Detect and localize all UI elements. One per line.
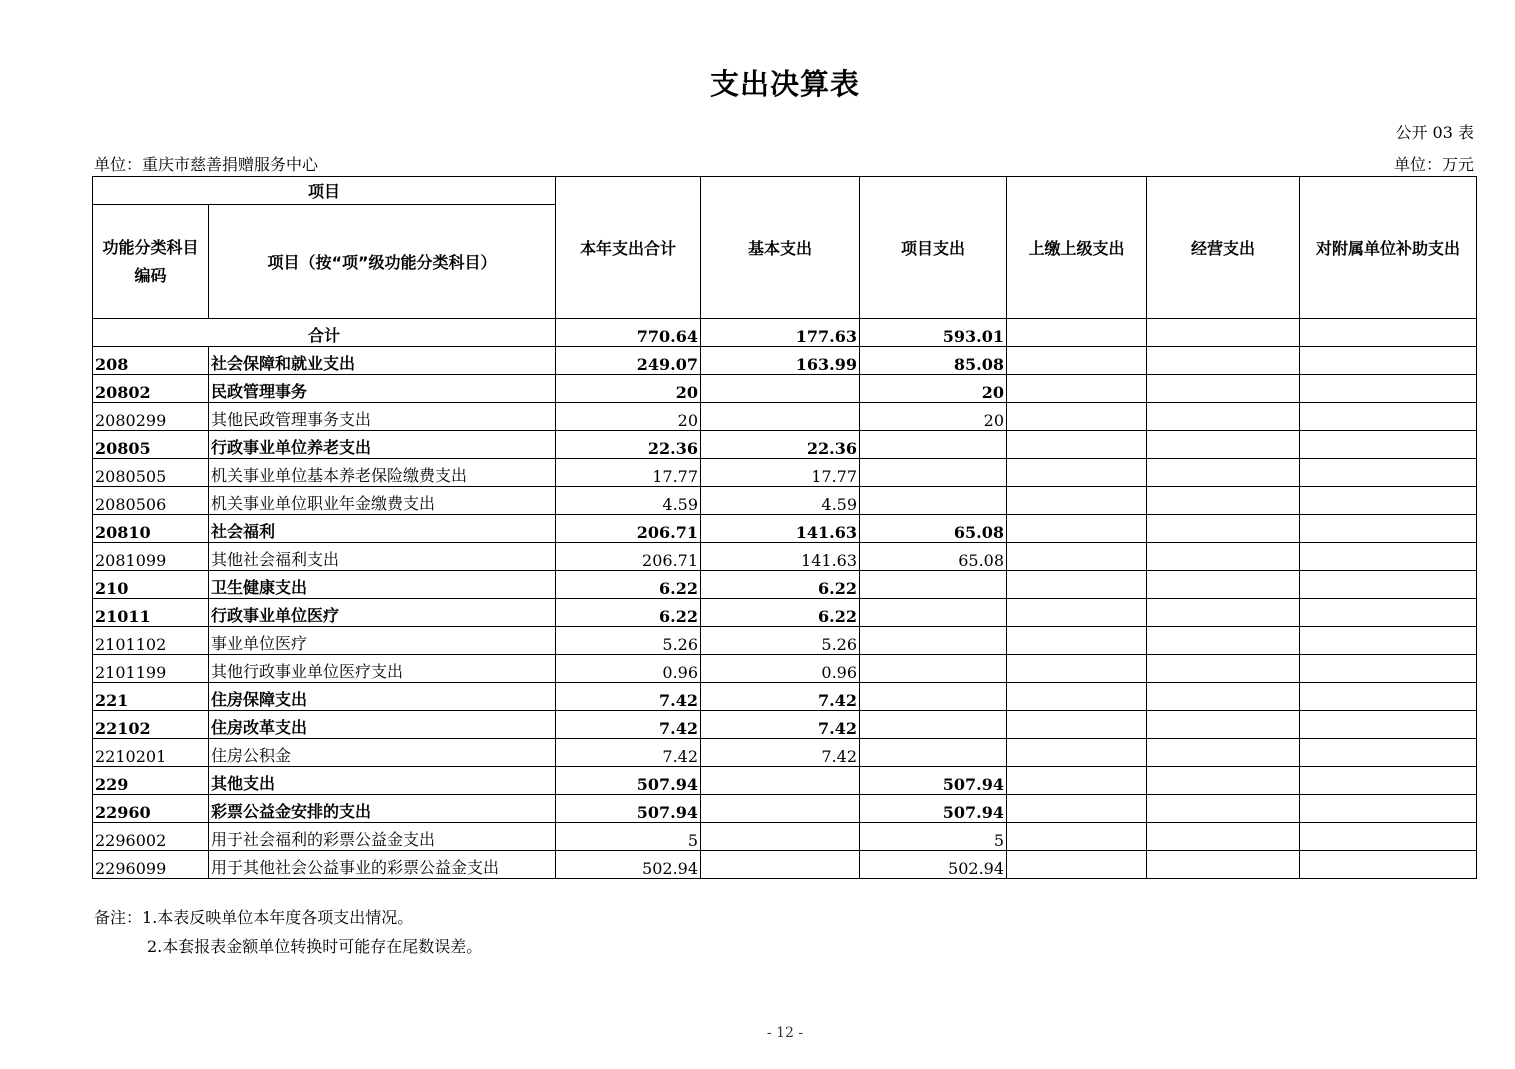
cell-code: 2080506	[93, 487, 209, 515]
expenditure-table	[92, 176, 1477, 879]
cell-upper	[1007, 459, 1147, 487]
cell-name: 行政事业单位医疗	[209, 599, 556, 627]
cell-subsidy	[1300, 851, 1477, 879]
cell-business	[1147, 767, 1300, 795]
table-row	[93, 627, 1477, 655]
table-row	[93, 655, 1477, 683]
cell-project	[860, 683, 1007, 711]
cell-total: 502.94	[556, 851, 701, 879]
cell-basic	[701, 823, 860, 851]
total-cell-subsidy	[1300, 319, 1477, 347]
cell-subsidy	[1300, 711, 1477, 739]
cell-upper	[1007, 347, 1147, 375]
cell-name: 行政事业单位养老支出	[209, 431, 556, 459]
cell-code: 210	[93, 571, 209, 599]
cell-business	[1147, 599, 1300, 627]
cell-basic: 4.59	[701, 487, 860, 515]
header-upper: 上缴上级支出	[1007, 177, 1147, 319]
cell-subsidy	[1300, 823, 1477, 851]
cell-name: 住房保障支出	[209, 683, 556, 711]
cell-business	[1147, 347, 1300, 375]
cell-subsidy	[1300, 543, 1477, 571]
cell-name: 机关事业单位基本养老保险缴费支出	[209, 459, 556, 487]
cell-project: 65.08	[860, 543, 1007, 571]
cell-total: 7.42	[556, 711, 701, 739]
cell-name: 用于社会福利的彩票公益金支出	[209, 823, 556, 851]
cell-business	[1147, 655, 1300, 683]
cell-total: 5	[556, 823, 701, 851]
cell-name: 其他社会福利支出	[209, 543, 556, 571]
cell-upper	[1007, 543, 1147, 571]
cell-project	[860, 571, 1007, 599]
cell-code: 2210201	[93, 739, 209, 767]
cell-business	[1147, 627, 1300, 655]
cell-total: 20	[556, 403, 701, 431]
cell-total: 206.71	[556, 515, 701, 543]
cell-name: 彩票公益金安排的支出	[209, 795, 556, 823]
cell-basic: 141.63	[701, 543, 860, 571]
cell-code: 21011	[93, 599, 209, 627]
header-code: 功能分类科目编码	[93, 205, 209, 319]
total-cell-total: 770.64	[556, 319, 701, 347]
cell-upper	[1007, 767, 1147, 795]
cell-name: 住房改革支出	[209, 711, 556, 739]
cell-total: 6.22	[556, 571, 701, 599]
cell-subsidy	[1300, 375, 1477, 403]
page-title: 支出决算表	[709, 67, 860, 101]
total-cell-basic: 177.63	[701, 319, 860, 347]
cell-upper	[1007, 627, 1147, 655]
total-label: 合计	[93, 319, 556, 347]
cell-basic: 7.42	[701, 683, 860, 711]
cell-basic: 0.96	[701, 655, 860, 683]
cell-business	[1147, 795, 1300, 823]
cell-code: 22960	[93, 795, 209, 823]
total-cell-business	[1147, 319, 1300, 347]
table-row	[93, 739, 1477, 767]
table-row	[93, 795, 1477, 823]
cell-code: 2296002	[93, 823, 209, 851]
page-number: - 12 -	[766, 1025, 804, 1041]
cell-project	[860, 655, 1007, 683]
cell-upper	[1007, 655, 1147, 683]
cell-subsidy	[1300, 795, 1477, 823]
table-row	[93, 767, 1477, 795]
cell-subsidy	[1300, 627, 1477, 655]
cell-upper	[1007, 403, 1147, 431]
cell-code: 208	[93, 347, 209, 375]
cell-project: 20	[860, 375, 1007, 403]
cell-project	[860, 459, 1007, 487]
cell-name: 其他民政管理事务支出	[209, 403, 556, 431]
header-project-group: 项目	[93, 177, 556, 205]
table-row	[93, 571, 1477, 599]
cell-total: 22.36	[556, 431, 701, 459]
cell-subsidy	[1300, 487, 1477, 515]
cell-basic: 5.26	[701, 627, 860, 655]
cell-subsidy	[1300, 683, 1477, 711]
cell-upper	[1007, 599, 1147, 627]
cell-code: 2080299	[93, 403, 209, 431]
cell-code: 20810	[93, 515, 209, 543]
note-line-1: 备注：1.本表反映单位本年度各项支出情况。	[94, 908, 414, 927]
cell-project	[860, 711, 1007, 739]
cell-upper	[1007, 683, 1147, 711]
table-row	[93, 543, 1477, 571]
cell-total: 7.42	[556, 683, 701, 711]
cell-business	[1147, 459, 1300, 487]
cell-upper	[1007, 711, 1147, 739]
cell-total: 249.07	[556, 347, 701, 375]
total-cell-project: 593.01	[860, 319, 1007, 347]
cell-basic: 22.36	[701, 431, 860, 459]
cell-total: 507.94	[556, 767, 701, 795]
cell-subsidy	[1300, 655, 1477, 683]
cell-basic: 7.42	[701, 739, 860, 767]
table-row	[93, 711, 1477, 739]
cell-business	[1147, 403, 1300, 431]
cell-basic	[701, 795, 860, 823]
cell-name: 事业单位医疗	[209, 627, 556, 655]
table-row	[93, 599, 1477, 627]
table-row	[93, 459, 1477, 487]
cell-name: 其他支出	[209, 767, 556, 795]
cell-business	[1147, 375, 1300, 403]
currency-unit: 单位：万元	[1393, 155, 1474, 174]
cell-total: 206.71	[556, 543, 701, 571]
table-row	[93, 823, 1477, 851]
table-row	[93, 375, 1477, 403]
cell-project	[860, 487, 1007, 515]
cell-upper	[1007, 431, 1147, 459]
cell-subsidy	[1300, 459, 1477, 487]
cell-code: 22102	[93, 711, 209, 739]
cell-total: 5.26	[556, 627, 701, 655]
cell-total: 17.77	[556, 459, 701, 487]
table-row	[93, 403, 1477, 431]
cell-name: 民政管理事务	[209, 375, 556, 403]
cell-project: 507.94	[860, 795, 1007, 823]
cell-project: 502.94	[860, 851, 1007, 879]
note-line-2: 2.本套报表金额单位转换时可能存在尾数误差。	[147, 937, 483, 956]
cell-business	[1147, 711, 1300, 739]
cell-subsidy	[1300, 431, 1477, 459]
cell-code: 2101102	[93, 627, 209, 655]
cell-project	[860, 599, 1007, 627]
notes	[94, 903, 482, 961]
header-basic: 基本支出	[701, 177, 860, 319]
total-row	[93, 319, 1477, 347]
cell-code: 20805	[93, 431, 209, 459]
cell-basic: 141.63	[701, 515, 860, 543]
cell-code: 221	[93, 683, 209, 711]
cell-code: 2081099	[93, 543, 209, 571]
table-row	[93, 431, 1477, 459]
cell-business	[1147, 851, 1300, 879]
cell-total: 6.22	[556, 599, 701, 627]
cell-upper	[1007, 515, 1147, 543]
cell-business	[1147, 739, 1300, 767]
cell-upper	[1007, 375, 1147, 403]
cell-project: 65.08	[860, 515, 1007, 543]
cell-business	[1147, 487, 1300, 515]
cell-business	[1147, 515, 1300, 543]
cell-total: 507.94	[556, 795, 701, 823]
cell-project	[860, 627, 1007, 655]
cell-code: 20802	[93, 375, 209, 403]
cell-project: 507.94	[860, 767, 1007, 795]
cell-business	[1147, 543, 1300, 571]
cell-name: 其他行政事业单位医疗支出	[209, 655, 556, 683]
cell-subsidy	[1300, 767, 1477, 795]
header-total: 本年支出合计	[556, 177, 701, 319]
cell-total: 20	[556, 375, 701, 403]
cell-code: 2080505	[93, 459, 209, 487]
table-number: 公开 03 表	[1395, 123, 1474, 142]
header-name: 项目（按“项”级功能分类科目）	[209, 205, 556, 319]
cell-upper	[1007, 795, 1147, 823]
cell-business	[1147, 823, 1300, 851]
cell-name: 住房公积金	[209, 739, 556, 767]
cell-name: 卫生健康支出	[209, 571, 556, 599]
table-row	[93, 347, 1477, 375]
organization-unit: 单位：重庆市慈善捐赠服务中心	[94, 155, 319, 174]
cell-subsidy	[1300, 739, 1477, 767]
table-row	[93, 683, 1477, 711]
total-cell-upper	[1007, 319, 1147, 347]
cell-project	[860, 739, 1007, 767]
cell-total: 0.96	[556, 655, 701, 683]
header-business: 经营支出	[1147, 177, 1300, 319]
cell-upper	[1007, 851, 1147, 879]
cell-basic	[701, 375, 860, 403]
cell-basic	[701, 851, 860, 879]
cell-basic: 17.77	[701, 459, 860, 487]
cell-basic	[701, 767, 860, 795]
cell-code: 2101199	[93, 655, 209, 683]
cell-project	[860, 431, 1007, 459]
cell-business	[1147, 683, 1300, 711]
cell-name: 用于其他社会公益事业的彩票公益金支出	[209, 851, 556, 879]
cell-project: 5	[860, 823, 1007, 851]
cell-subsidy	[1300, 571, 1477, 599]
cell-basic: 163.99	[701, 347, 860, 375]
cell-name: 机关事业单位职业年金缴费支出	[209, 487, 556, 515]
cell-upper	[1007, 571, 1147, 599]
cell-basic: 6.22	[701, 571, 860, 599]
cell-project: 85.08	[860, 347, 1007, 375]
cell-name: 社会保障和就业支出	[209, 347, 556, 375]
cell-subsidy	[1300, 599, 1477, 627]
cell-upper	[1007, 823, 1147, 851]
cell-subsidy	[1300, 403, 1477, 431]
cell-business	[1147, 571, 1300, 599]
cell-business	[1147, 431, 1300, 459]
table-row	[93, 487, 1477, 515]
cell-total: 7.42	[556, 739, 701, 767]
table-row	[93, 515, 1477, 543]
cell-upper	[1007, 487, 1147, 515]
cell-basic: 7.42	[701, 711, 860, 739]
cell-project: 20	[860, 403, 1007, 431]
header-subsidy: 对附属单位补助支出	[1300, 177, 1477, 319]
cell-basic	[701, 403, 860, 431]
cell-code: 2296099	[93, 851, 209, 879]
cell-upper	[1007, 739, 1147, 767]
cell-subsidy	[1300, 347, 1477, 375]
cell-total: 4.59	[556, 487, 701, 515]
cell-code: 229	[93, 767, 209, 795]
table-row	[93, 851, 1477, 879]
cell-basic: 6.22	[701, 599, 860, 627]
header-project: 项目支出	[860, 177, 1007, 319]
cell-subsidy	[1300, 515, 1477, 543]
cell-name: 社会福利	[209, 515, 556, 543]
